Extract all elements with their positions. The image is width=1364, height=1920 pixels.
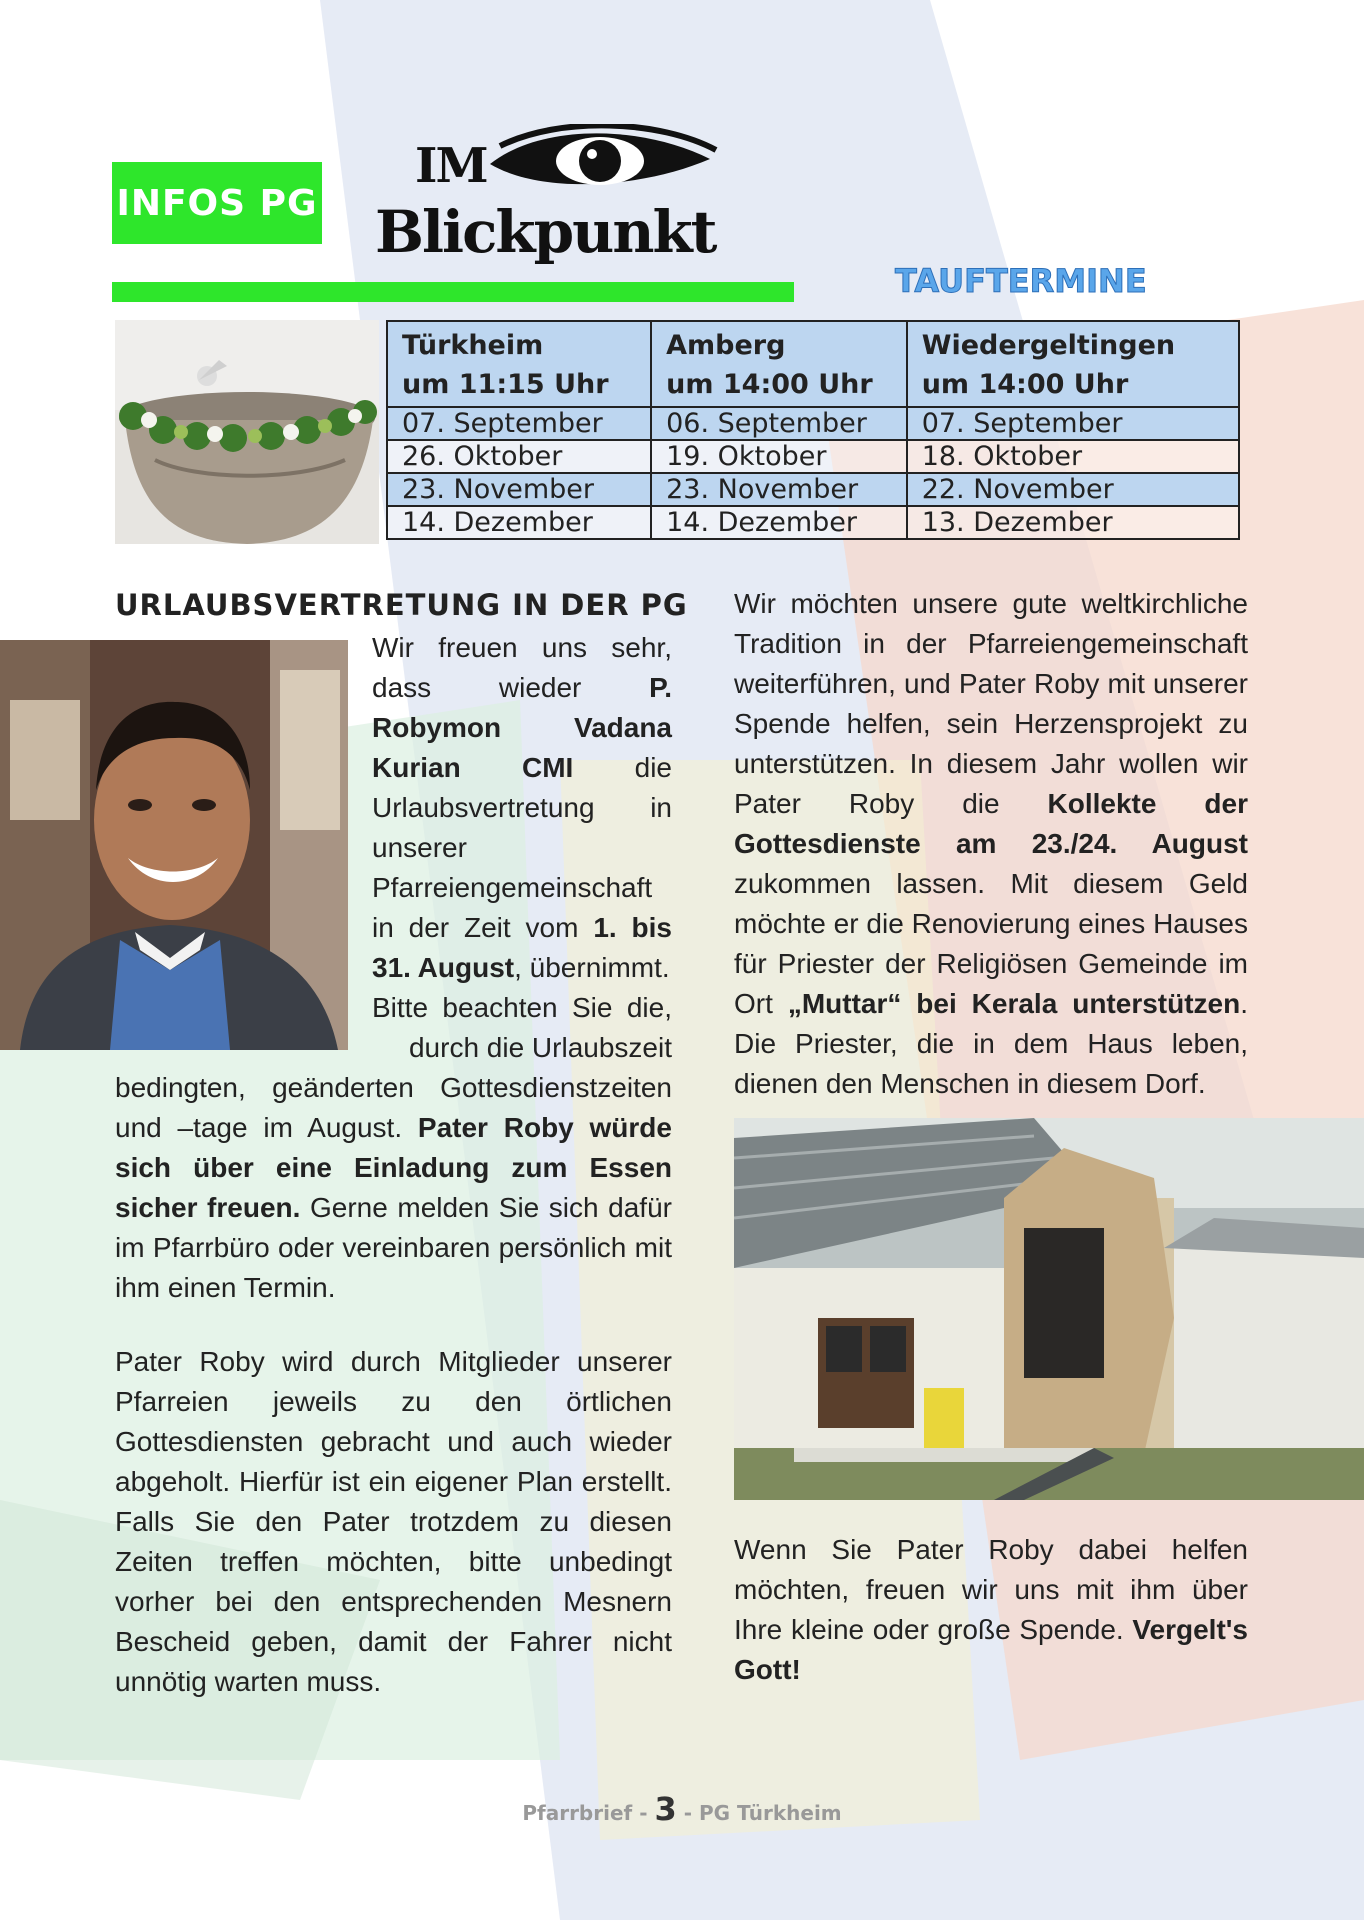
im-blickpunkt-logo	[375, 130, 716, 280]
table-cell: 07. September	[907, 407, 1239, 440]
footer-left: Pfarrbrief -	[522, 1801, 648, 1825]
location-highlight: „Muttar“ bei Kerala unterstützen	[787, 988, 1241, 1019]
table-cell: 23. November	[387, 473, 651, 506]
table-cell: 26. Oktober	[387, 440, 651, 473]
header-amberg: Amberg um 14:00 Uhr	[651, 321, 907, 407]
logo-line2: Blickpunkt	[375, 198, 716, 266]
table-row	[387, 473, 1239, 506]
article-paragraph-5: Wenn Sie Pater Roby dabei helfen möchten, freuen wir uns mit ihm über Ihre kleine oder große Spende. Vergelt's Gott!	[734, 1534, 1248, 1685]
green-divider	[112, 282, 794, 302]
article-paragraph-3: Pater Roby wird durch Mitglieder unserer Pfarreien jeweils zu den örtlichen Gottesdiensten gebracht und auch wieder abgeholt. Hierfür ist ein eigener Plan erstellt. Falls Sie den Pater trotzdem zu diesen Zeiten treffen möchten, bitte unbedingt vorher bei den entsprechenden Mesnern Bescheid geben, damit der Fahrer nicht unnötig warten muss.	[115, 1346, 672, 1697]
house-illustration	[734, 1118, 1364, 1500]
table-cell: 14. Dezember	[651, 506, 907, 539]
section-badge: INFOS PG	[112, 162, 322, 244]
article-paragraph-4: Wir möchten unsere gute weltkirchliche Tradition in der Pfarreiengemeinschaft weiterführen, und Pater Roby mit unserer Spende helfen, sein Herzensprojekt zu unterstützen. In diesem Jahr wollen wir Pater Roby die Kollekte der Gottesdienste am 23./24. August zukommen lassen. Mit diesem Geld möchte er die Renovierung eines Hauses für Priester der Religiösen Gemeinde im Ort „Muttar“ bei Kerala unterstützen. Die Priester, die in dem Haus leben, dienen den Menschen in diesem Dorf.	[734, 588, 1248, 1099]
collection-highlight: Kollekte der Gottesdienste am 23./24. August	[734, 788, 1248, 859]
portrait-photo	[0, 640, 348, 1050]
damaged-house-photo	[734, 1118, 1364, 1500]
baptismal-font-illustration	[115, 320, 379, 544]
table-cell: 22. November	[907, 473, 1239, 506]
table-row	[387, 506, 1239, 539]
page-footer	[0, 1790, 1364, 1828]
thanks-highlight: Vergelt's Gott!	[734, 1614, 1248, 1685]
article-paragraph-1: Wir freuen uns sehr, dass wieder P. Robymon Vadana Kurian CMI die Urlaubsvertretung in unserer Pfarreiengemeinschaft in der Zeit vom 1. bis 31. August, übernimmt.	[372, 632, 673, 983]
invitation-highlight: Pater Roby würde sich über eine Einladung zum Essen sicher freuen.	[115, 1112, 672, 1223]
table-cell: 06. September	[651, 407, 907, 440]
article-paragraph-2-top: Bitte beachten Sie die, durch die Urlaubszeit	[372, 992, 672, 1063]
baptismal-font-photo	[115, 320, 379, 544]
eye-icon	[480, 124, 780, 194]
logo-line1: IM	[415, 138, 487, 194]
table-cell: 13. Dezember	[907, 506, 1239, 539]
table-header-row	[387, 321, 1239, 407]
header-tuerkheim: Türkheim um 11:15 Uhr	[387, 321, 651, 407]
article-title: URLAUBSVERTRETUNG IN DER PG	[115, 588, 688, 622]
priest-name: P. Robymon Vadana Kurian CMI	[372, 672, 672, 783]
table-row	[387, 440, 1239, 473]
tauftermine-title: TAUFTERMINE	[895, 262, 1147, 300]
table-cell: 14. Dezember	[387, 506, 651, 539]
portrait-illustration	[0, 640, 348, 1050]
table-row	[387, 407, 1239, 440]
page-number: 3	[654, 1790, 677, 1828]
footer-right: - PG Türkheim	[683, 1801, 842, 1825]
table-cell: 18. Oktober	[907, 440, 1239, 473]
article-paragraph-2: bedingten, geänderten Gottesdienstzeiten und –tage im August. Pater Roby würde sich über eine Einladung zum Essen sicher freuen. Gerne melden Sie sich dafür im Pfarrbüro oder vereinbaren persönlich mit ihm einen Termin.	[115, 1072, 672, 1303]
date-range: 1. bis 31. August	[372, 912, 673, 983]
table-cell: 07. September	[387, 407, 651, 440]
table-cell: 23. November	[651, 473, 907, 506]
table-cell: 19. Oktober	[651, 440, 907, 473]
header-wiedergeltingen: Wiedergeltingen um 14:00 Uhr	[907, 321, 1239, 407]
tauftermine-table	[386, 320, 1240, 540]
